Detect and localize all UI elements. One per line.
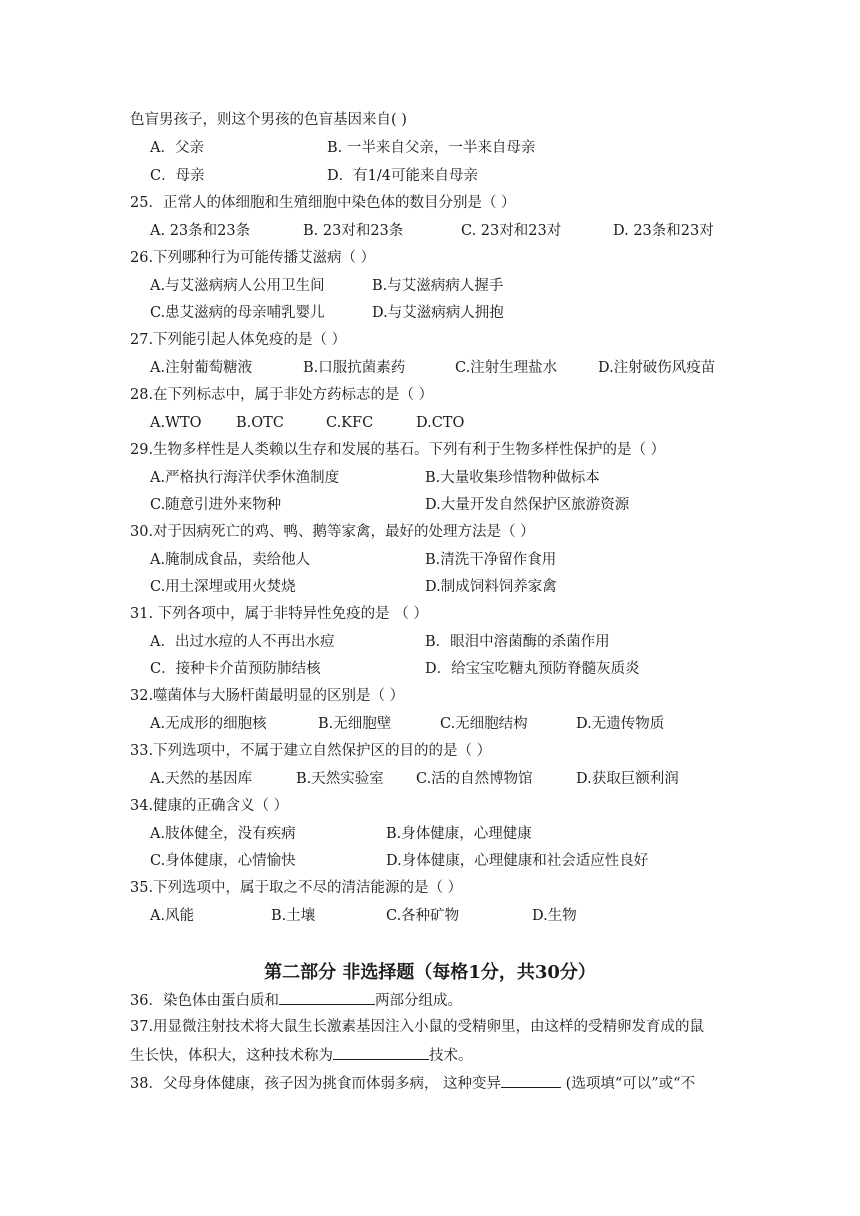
q28-stem: 28.在下列标志中，属于非处方药标志的是（ ） — [130, 387, 434, 403]
q26-stem: 26.下列哪种行为可能传播艾滋病（ ） — [130, 250, 376, 266]
q38-line — [130, 1073, 695, 1094]
q38-text-after: (选项填“可以”或“不 — [561, 1076, 696, 1092]
q35-option-c: C.各种矿物 — [386, 908, 460, 924]
q30-option-c: C.用土深埋或用火焚烧 — [150, 579, 296, 595]
q25-option-a: A. 23条和23条 — [150, 223, 251, 239]
q31-option-b: B．眼泪中溶菌酶的杀菌作用 — [425, 634, 610, 650]
q38-text-before: 38．父母身体健康，孩子因为挑食而体弱多病， 这种变异 — [130, 1076, 502, 1092]
q25-option-c: C. 23对和23对 — [461, 223, 562, 239]
q35-option-d: D.生物 — [532, 908, 577, 924]
q29-option-b: B.大量收集珍惜物种做标本 — [425, 470, 600, 486]
q30-option-d: D.制成饲料饲养家禽 — [425, 579, 557, 595]
q35-option-b: B.土壤 — [271, 908, 316, 924]
q34-stem: 34.健康的正确含义（ ） — [130, 798, 289, 814]
q37-line1: 37.用显微注射技术将大鼠生长激素基因注入小鼠的受精卵里，由这样的受精卵发育成的鼠 — [130, 1019, 705, 1035]
q26-option-c: C.患艾滋病的母亲哺乳婴儿 — [150, 305, 325, 321]
q35-option-a: A.风能 — [150, 908, 195, 924]
q36-answer-blank[interactable] — [279, 990, 375, 1005]
q24-option-a: A．父亲 — [150, 140, 204, 156]
q33-stem: 33.下列选项中，不属于建立自然保护区的目的的是（ ） — [130, 743, 492, 759]
q29-option-a: A.严格执行海洋伏季休渔制度 — [150, 470, 340, 486]
q26-option-d: D.与艾滋病病人拥抱 — [372, 305, 504, 321]
q33-option-a: A.天然的基因库 — [150, 771, 253, 787]
q36-text-before: 36．染色体由蛋白质和 — [130, 993, 279, 1009]
q28-option-d: D.CTO — [416, 415, 465, 431]
q37-line2 — [130, 1045, 473, 1066]
q28-option-b: B.OTC — [236, 415, 284, 431]
q24-option-b: B. 一半来自父亲，一半来自母亲 — [327, 140, 536, 156]
q25-option-b: B. 23对和23条 — [303, 223, 404, 239]
q34-option-b: B.身体健康，心理健康 — [386, 826, 532, 842]
q32-option-a: A.无成形的细胞核 — [150, 716, 267, 732]
q27-stem: 27.下列能引起人体免疫的是（ ） — [130, 332, 347, 348]
q26-option-b: B.与艾滋病病人握手 — [372, 278, 504, 294]
q35-stem: 35.下列选项中，属于取之不尽的清洁能源的是（ ） — [130, 880, 463, 896]
q33-option-d: D.获取巨额利润 — [576, 771, 679, 787]
q31-option-d: D．给宝宝吃糖丸预防脊髓灰质炎 — [425, 661, 640, 677]
q37-text-before: 生长快，体积大，这种技术称为 — [130, 1048, 333, 1064]
q24-option-c: C．母亲 — [150, 168, 205, 184]
q28-option-c: C.KFC — [326, 415, 374, 431]
q28-option-a: A.WTO — [150, 415, 202, 431]
q32-option-b: B.无细胞壁 — [318, 716, 392, 732]
q34-option-c: C.身体健康，心情愉快 — [150, 853, 296, 869]
q32-stem: 32.噬菌体与大肠杆菌最明显的区别是（ ） — [130, 688, 405, 704]
q27-option-d: D.注射破伤风疫苗 — [598, 360, 716, 376]
q26-option-a: A.与艾滋病病人公用卫生间 — [150, 278, 325, 294]
q34-option-d: D.身体健康，心理健康和社会适应性良好 — [386, 853, 649, 869]
q25-stem: 25．正常人的体细胞和生殖细胞中染色体的数目分别是（ ） — [130, 195, 516, 211]
q29-stem: 29.生物多样性是人类赖以生存和发展的基石。下列有利于生物多样性保护的是（ ） — [130, 442, 666, 458]
q34-option-a: A.肢体健全，没有疾病 — [150, 826, 296, 842]
q32-option-c: C.无细胞结构 — [440, 716, 528, 732]
q27-option-b: B.口服抗菌素药 — [303, 360, 406, 376]
q27-option-a: A.注射葡萄糖液 — [150, 360, 253, 376]
q30-stem: 30.对于因病死亡的鸡、鸭、鹅等家禽，最好的处理方法是（ ） — [130, 524, 535, 540]
q29-option-c: C.随意引进外来物种 — [150, 497, 282, 513]
q36-text-after: 两部分组成。 — [374, 993, 462, 1009]
q37-text-after: 技术。 — [429, 1048, 473, 1064]
q37-answer-blank[interactable] — [333, 1045, 429, 1060]
q31-stem: 31. 下列各项中，属于非特异性免疫的是 （ ） — [130, 606, 428, 622]
q36-line — [130, 990, 462, 1011]
q33-option-c: C.活的自然博物馆 — [416, 771, 533, 787]
q30-option-b: B.清洗干净留作食用 — [425, 552, 557, 568]
q32-option-d: D.无遗传物质 — [576, 716, 665, 732]
q38-answer-blank[interactable] — [501, 1073, 561, 1088]
q27-option-c: C.注射生理盐水 — [455, 360, 558, 376]
q31-option-c: C．接种卡介苗预防肺结核 — [150, 661, 321, 677]
q24-option-d: D．有1/4可能来自母亲 — [327, 168, 478, 184]
q24-stem: 色盲男孩子，则这个男孩的色盲基因来自( ) — [130, 112, 407, 128]
q30-option-a: A.腌制成食品，卖给他人 — [150, 552, 311, 568]
q33-option-b: B.天然实验室 — [296, 771, 384, 787]
q29-option-d: D.大量开发自然保护区旅游资源 — [425, 497, 630, 513]
q31-option-a: A．出过水痘的人不再出水痘 — [150, 634, 335, 650]
q25-option-d: D. 23条和23对 — [613, 223, 714, 239]
part2-title: 第二部分 非选择题（每格1分，共30分） — [264, 962, 596, 983]
